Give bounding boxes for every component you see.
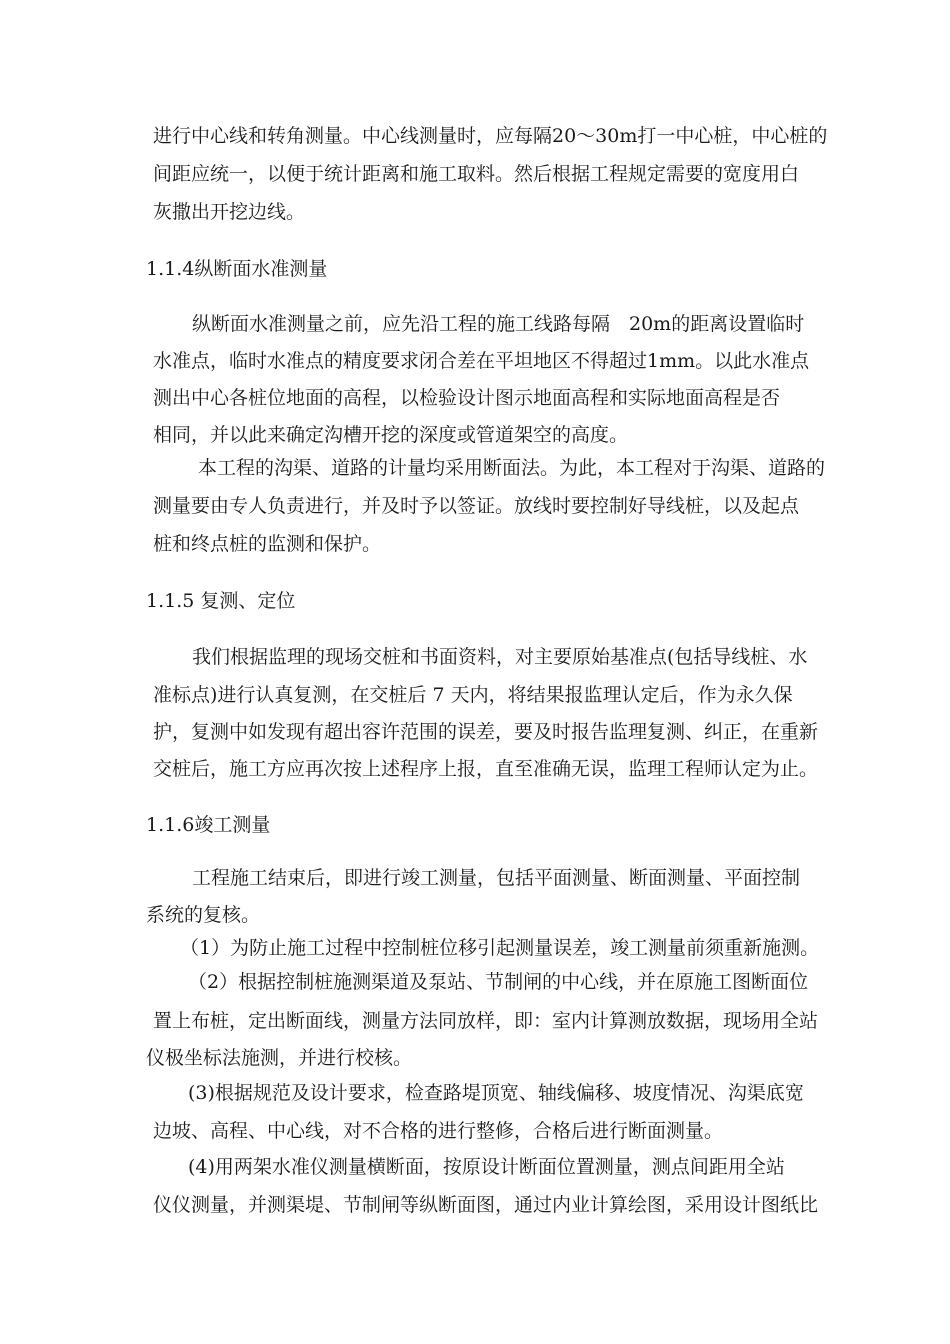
list-item-line: (4)用两架水准仪测量横断面，按原设计断面位置测量，测点间距用全站 <box>188 1156 785 1178</box>
body-text-line: 系统的复核。 <box>146 904 261 926</box>
body-text-line: 间距应统一，以便于统计距离和施工取料。然后根据工程规定需要的宽度用白 <box>153 163 800 185</box>
body-text-line: 进行中心线和转角测量。中心线测量时，应每隔20～30m打一中心桩，中心桩的 <box>153 125 828 147</box>
body-text-line: 纵断面水准测量之前，应先沿工程的施工线路每隔 20m的距离设置临时 <box>192 313 805 335</box>
section-heading: 1.1.5 复测、定位 <box>146 590 296 612</box>
body-text-line: 护，复测中如发现有超出容许范围的误差，要及时报告监理复测、纠正，在重新 <box>153 721 819 743</box>
section-heading: 1.1.6竣工测量 <box>146 814 271 836</box>
body-text-line: 测出中心各桩位地面的高程，以检验设计图示地面高程和实际地面高程是否 <box>153 387 781 409</box>
list-item-line: 仪仪测量，并测渠堤、节制闸等纵断面图，通过内业计算绘图，采用设计图纸比 <box>153 1194 819 1216</box>
body-text-line: 相同，并以此来确定沟槽开挖的深度或管道架空的高度。 <box>153 424 629 446</box>
body-text-line: 我们根据监理的现场交桩和书面资料，对主要原始基准点(包括导线桩、水 <box>192 646 808 668</box>
body-text-line: 工程施工结束后，即进行竣工测量，包括平面测量、断面测量、平面控制 <box>192 867 801 889</box>
body-text-line: 测量要由专人负责进行，并及时予以签证。放线时要控制好导线桩，以及起点 <box>153 495 800 517</box>
list-item-line: （1）为防止施工过程中控制桩位移引起测量误差，竣工测量前须重新施测。 <box>180 937 820 959</box>
body-text-line: 本工程的沟渠、道路的计量均采用断面法。为此，本工程对于沟渠、道路的 <box>198 457 826 479</box>
body-text-line: 灰撒出开挖边线。 <box>153 201 306 223</box>
list-item-line: 置上布桩，定出断面线，测量方法同放样，即：室内计算测放数据，现场用全站 <box>153 1010 819 1032</box>
list-item-line: 仪极坐标法施测，并进行校核。 <box>146 1047 413 1069</box>
section-heading: 1.1.4纵断面水准测量 <box>146 258 328 280</box>
list-item-line: （2）根据控制桩施测渠道及泵站、节制闸的中心线，并在原施工图断面位 <box>188 971 809 993</box>
list-item-line: (3)根据规范及设计要求，检查路堤顶宽、轴线偏移、坡度情况、沟渠底宽 <box>188 1082 804 1104</box>
body-text-line: 水准点，临时水准点的精度要求闭合差在平坦地区不得超过1mm。以此水准点 <box>153 350 810 372</box>
body-text-line: 准标点)进行认真复测，在交桩后 7 天内，将结果报监理认定后，作为永久保 <box>153 684 793 706</box>
body-text-line: 交桩后，施工方应再次按上述程序上报，直至准确无误，监理工程师认定为止。 <box>153 758 819 780</box>
list-item-line: 边坡、高程、中心线，对不合格的进行整修，合格后进行断面测量。 <box>153 1120 724 1142</box>
body-text-line: 桩和终点桩的监测和保护。 <box>153 533 382 555</box>
